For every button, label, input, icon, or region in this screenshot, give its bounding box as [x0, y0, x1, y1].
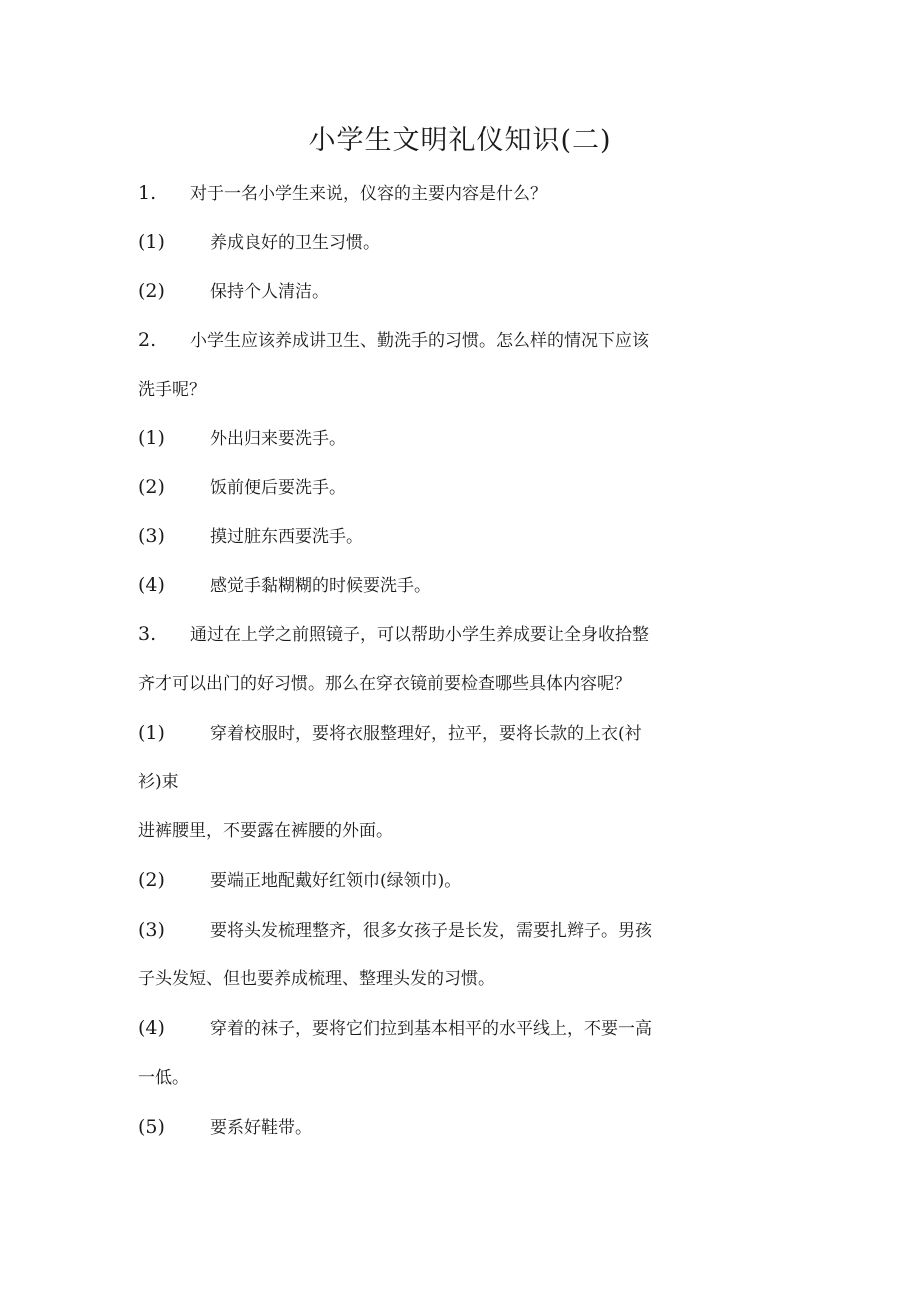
continuation-line — [138, 672, 631, 696]
question-2 — [138, 328, 649, 353]
line-marker: (2) — [138, 280, 165, 302]
line-marker: (4) — [138, 574, 165, 596]
line-text: 子头发短、但也要养成梳理、整理头发的习惯。 — [138, 969, 495, 989]
line-marker: (1) — [138, 231, 165, 253]
line-text: 一低。 — [138, 1068, 189, 1088]
line-marker: 1. — [138, 182, 157, 204]
line-text: 要端正地配戴好红领巾(绿领巾)。 — [210, 871, 462, 891]
answer-item — [138, 868, 461, 893]
line-text: 感觉手黏糊糊的时候要洗手。 — [210, 576, 431, 596]
line-text: 对于一名小学生来说，仪容的主要内容是什么？ — [190, 184, 547, 204]
line-marker: (5) — [138, 1116, 165, 1138]
page-title: 小学生文明礼仪知识(二) — [308, 125, 612, 156]
answer-item — [138, 573, 431, 598]
line-marker: (3) — [138, 919, 165, 941]
line-marker: (4) — [138, 1017, 165, 1039]
line-marker: 3. — [138, 623, 157, 645]
answer-item — [138, 524, 363, 549]
continuation-line — [138, 770, 179, 794]
continuation-line — [138, 967, 495, 991]
question-3 — [138, 622, 649, 647]
line-text: 要系好鞋带。 — [210, 1118, 312, 1138]
line-text: 衫)束 — [138, 772, 179, 792]
answer-item — [138, 279, 329, 304]
answer-item — [138, 1016, 652, 1041]
answer-item — [138, 721, 642, 746]
line-text: 穿着的袜子，要将它们拉到基本相平的水平线上，不要一高 — [210, 1019, 652, 1039]
line-text: 穿着校服时，要将衣服整理好，拉平，要将长款的上衣(衬 — [210, 724, 642, 744]
line-marker: 2. — [138, 329, 157, 351]
continuation-line — [138, 378, 206, 402]
line-text: 摸过脏东西要洗手。 — [210, 527, 363, 547]
line-text: 通过在上学之前照镜子，可以帮助小学生养成要让全身收拾整 — [190, 625, 649, 645]
answer-item — [138, 475, 346, 500]
line-marker: (2) — [138, 476, 165, 498]
answer-item — [138, 1115, 312, 1140]
question-1 — [138, 181, 547, 206]
answer-item — [138, 230, 380, 255]
line-marker: (1) — [138, 722, 165, 744]
line-text: 外出归来要洗手。 — [210, 429, 346, 449]
continuation-line — [138, 1066, 189, 1090]
line-text: 进裤腰里，不要露在裤腰的外面。 — [138, 821, 393, 841]
line-marker: (1) — [138, 427, 165, 449]
line-text: 饭前便后要洗手。 — [210, 478, 346, 498]
answer-item — [138, 426, 346, 451]
line-text: 小学生应该养成讲卫生、勤洗手的习惯。怎么样的情况下应该 — [190, 331, 649, 351]
line-text: 养成良好的卫生习惯。 — [210, 233, 380, 253]
line-text: 要将头发梳理整齐，很多女孩子是长发，需要扎辫子。男孩 — [210, 921, 652, 941]
line-text: 保持个人清洁。 — [210, 282, 329, 302]
continuation-line — [138, 819, 393, 843]
line-text: 齐才可以出门的好习惯。那么在穿衣镜前要检查哪些具体内容呢？ — [138, 674, 631, 694]
line-marker: (2) — [138, 869, 165, 891]
line-marker: (3) — [138, 525, 165, 547]
answer-item — [138, 918, 652, 943]
line-text: 洗手呢？ — [138, 380, 206, 400]
